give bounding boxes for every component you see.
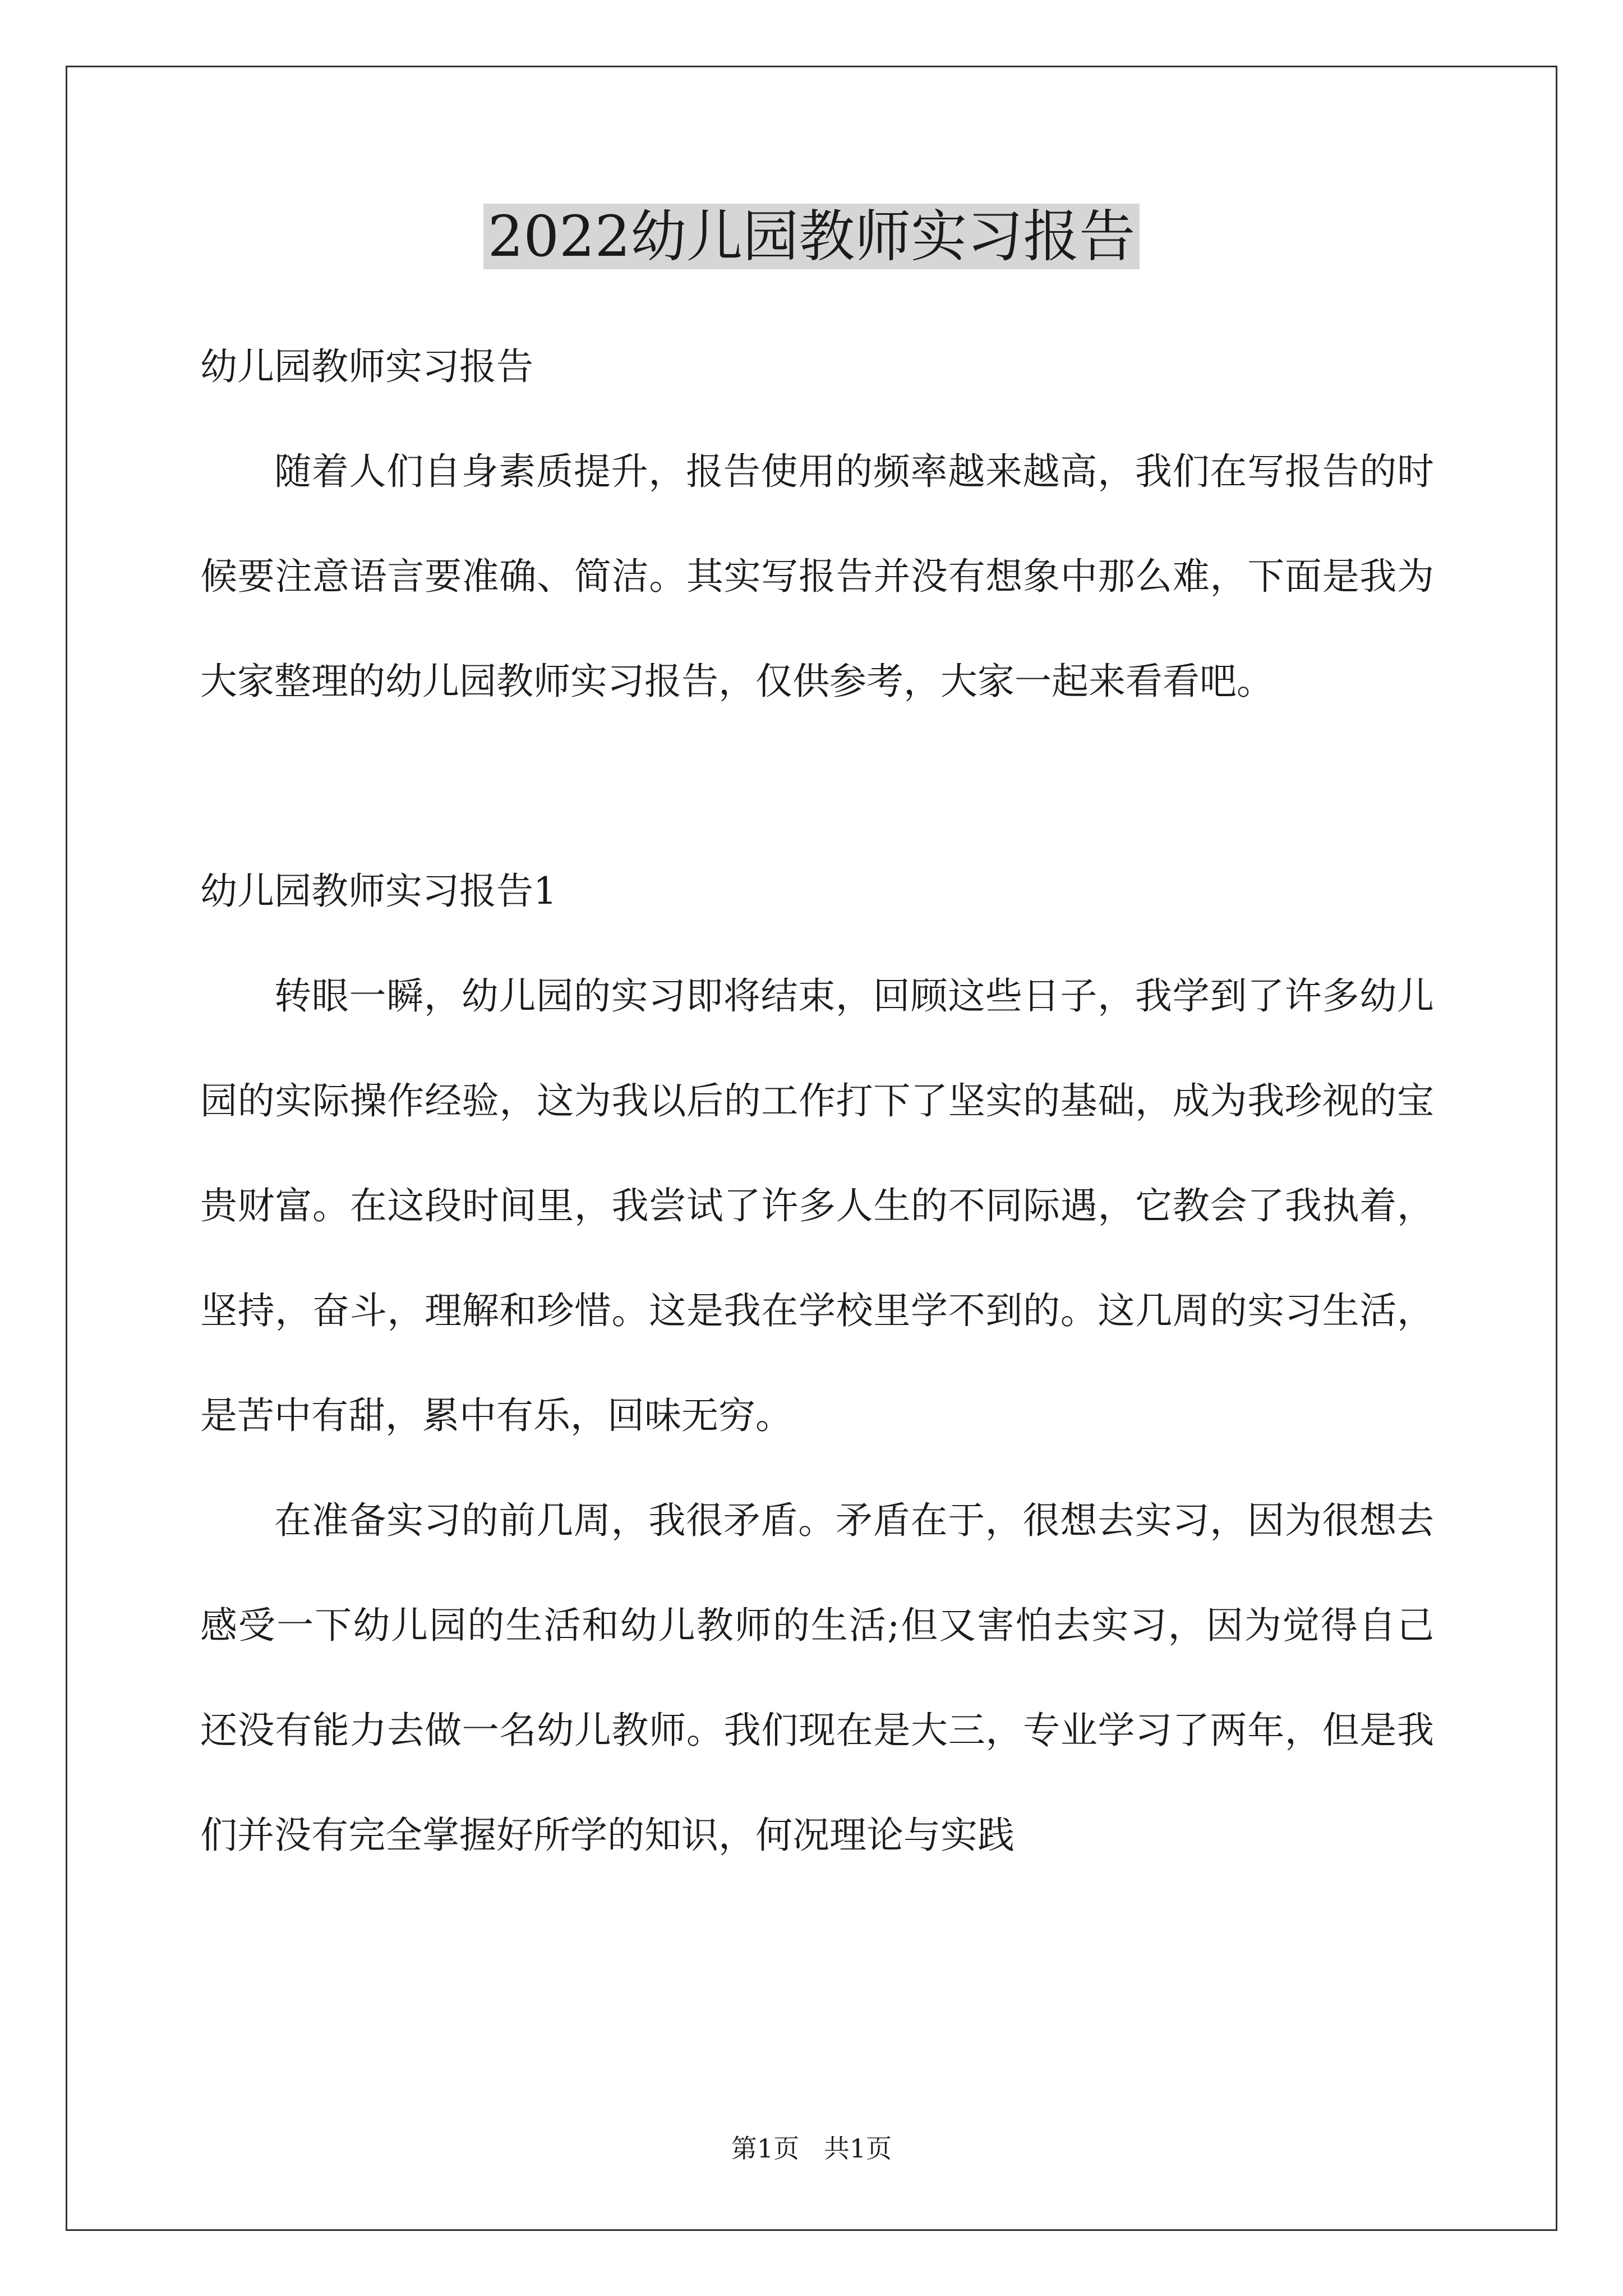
document-title	[0, 197, 1623, 276]
intro-paragraph: 随着人们自身素质提升，报告使用的频率越来越高，我们在写报告的时候要注意语言要准确、简洁。其实写报告并没有想象中那么难，下面是我为大家整理的幼儿园教师实习报告，仅供参考，大家一起来看看吧。	[200, 450, 1434, 703]
page-footer: 第1页 共1页	[731, 2133, 892, 2164]
section-1-paragraph-1: 转眼一瞬，幼儿园的实习即将结束，回顾这些日子，我学到了许多幼儿园的实际操作经验，这为我以后的工作打下了坚实的基础，成为我珍视的宝贵财富。在这段时间里，我尝试了许多人生的不同际遇，它教会了我执着，坚持，奋斗，理解和珍惜。这是我在学校里学不到的。这几周的实习生活，是苦中有甜，累中有乐，回味无穷。	[200, 974, 1434, 1437]
document-title-text: 2022幼儿园教师实习报告	[483, 204, 1140, 269]
document-body	[200, 314, 1434, 1888]
section-1-heading: 幼儿园教师实习报告1	[200, 869, 557, 913]
section-spacer	[200, 734, 1434, 839]
section-1-paragraph-2: 在准备实习的前几周，我很矛盾。矛盾在于，很想去实习，因为很想去感受一下幼儿园的生活和幼儿教师的生活;但又害怕去实习，因为觉得自己还没有能力去做一名幼儿教师。我们现在是大三，专业学习了两年，但是我们并没有完全掌握好所学的知识，何况理论与实践	[200, 1499, 1434, 1857]
main-heading: 幼儿园教师实习报告	[200, 345, 533, 388]
